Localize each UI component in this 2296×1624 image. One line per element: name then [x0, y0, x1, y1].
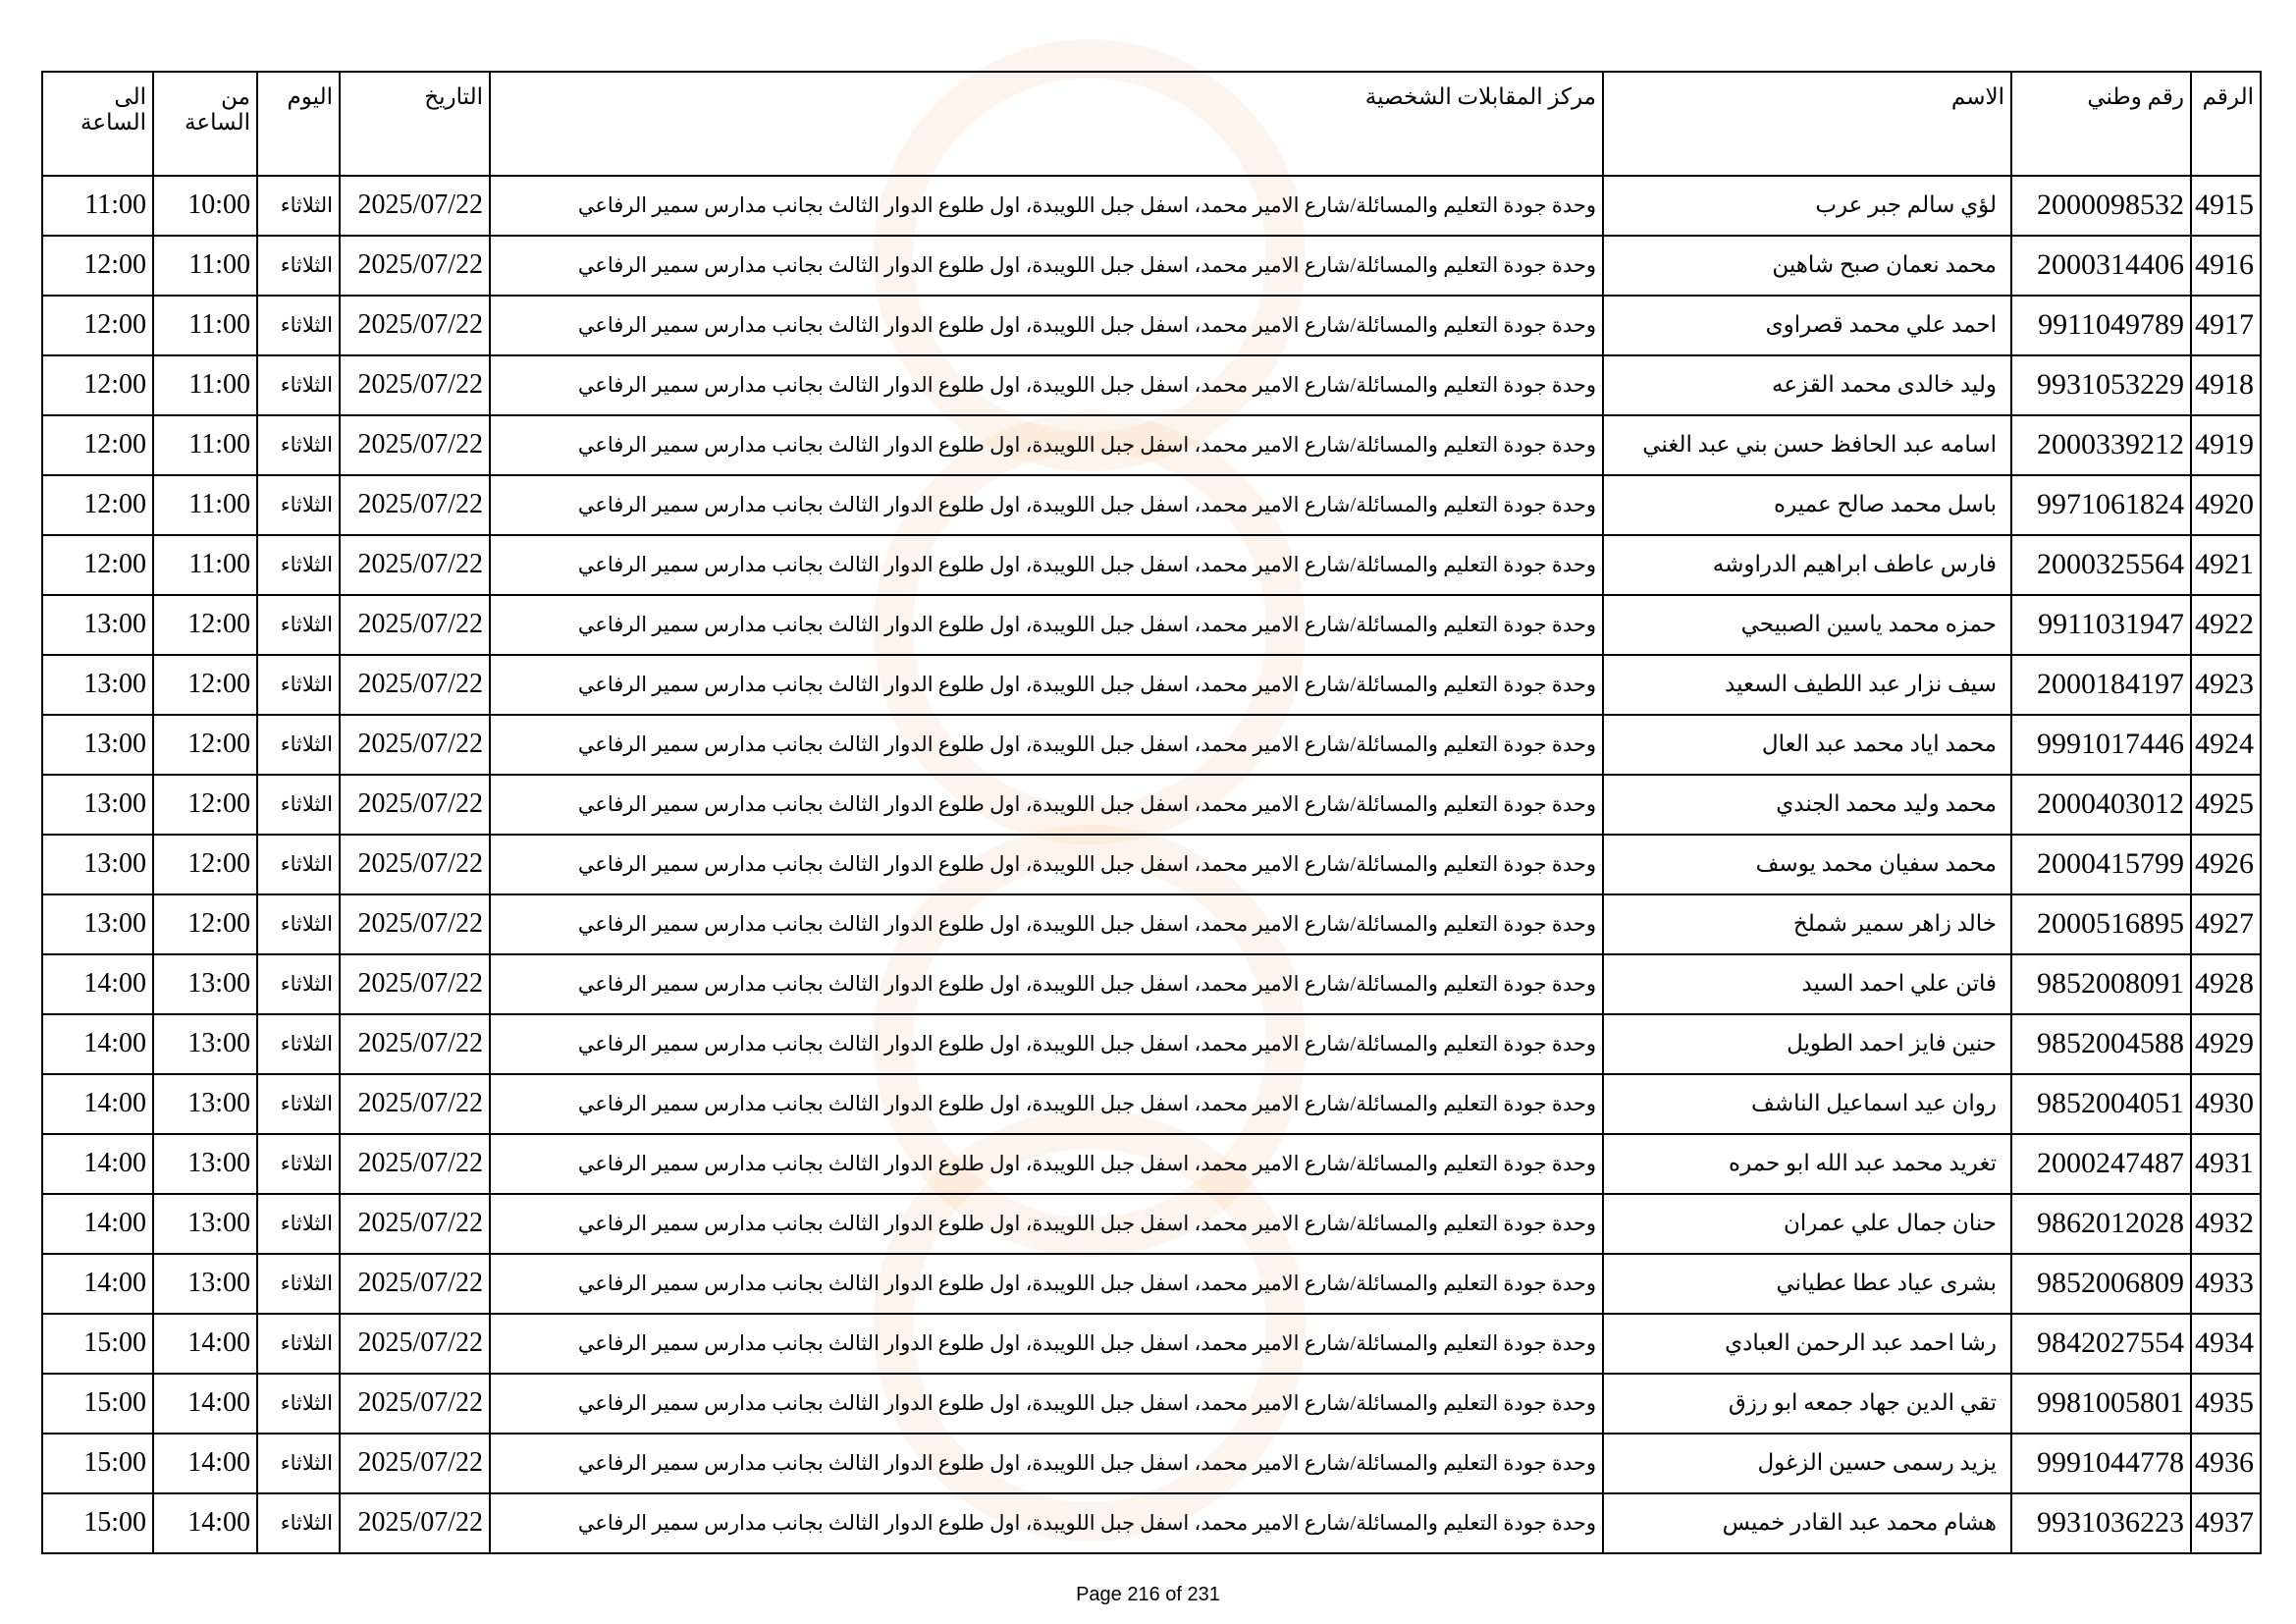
cell-no: 4919	[2191, 415, 2261, 475]
table-row	[42, 775, 2261, 835]
cell-center: وحدة جودة التعليم والمسائلة/شارع الامير محمد، اسفل جبل اللويبدة، اول طلوع الدوار الثالث بجانب مدارس سمير الرفاعي	[490, 1254, 1603, 1314]
cell-name: حمزه محمد ياسين الصبيحي	[1603, 595, 2011, 655]
cell-date: 2025/07/22	[340, 1254, 490, 1314]
table-row	[42, 894, 2261, 954]
cell-center: وحدة جودة التعليم والمسائلة/شارع الامير محمد، اسفل جبل اللويبدة، اول طلوع الدوار الثالث بجانب مدارس سمير الرفاعي	[490, 715, 1603, 775]
cell-to: 12:00	[42, 475, 153, 535]
cell-to: 13:00	[42, 775, 153, 835]
cell-date: 2025/07/22	[340, 1014, 490, 1074]
cell-national-id: 2000184197	[2011, 655, 2191, 715]
cell-national-id: 9852004051	[2011, 1074, 2191, 1134]
cell-day: الثلاثاء	[257, 355, 340, 415]
cell-from: 11:00	[153, 296, 257, 355]
cell-center: وحدة جودة التعليم والمسائلة/شارع الامير محمد، اسفل جبل اللويبدة، اول طلوع الدوار الثالث بجانب مدارس سمير الرفاعي	[490, 775, 1603, 835]
cell-name: خالد زاهر سمير شملخ	[1603, 894, 2011, 954]
cell-to: 14:00	[42, 1074, 153, 1134]
cell-from: 11:00	[153, 355, 257, 415]
cell-name: احمد علي محمد قصراوى	[1603, 296, 2011, 355]
table-row	[42, 1493, 2261, 1553]
cell-no: 4936	[2191, 1434, 2261, 1493]
table-row	[42, 415, 2261, 475]
cell-day: الثلاثاء	[257, 1014, 340, 1074]
table-row	[42, 1314, 2261, 1374]
cell-from: 12:00	[153, 715, 257, 775]
cell-no: 4927	[2191, 894, 2261, 954]
cell-national-id: 9981005801	[2011, 1374, 2191, 1434]
table-row	[42, 595, 2261, 655]
cell-to: 14:00	[42, 1194, 153, 1254]
cell-from: 10:00	[153, 176, 257, 236]
cell-national-id: 9931036223	[2011, 1493, 2191, 1553]
cell-from: 13:00	[153, 1194, 257, 1254]
cell-date: 2025/07/22	[340, 715, 490, 775]
cell-center: وحدة جودة التعليم والمسائلة/شارع الامير محمد، اسفل جبل اللويبدة، اول طلوع الدوار الثالث بجانب مدارس سمير الرفاعي	[490, 1434, 1603, 1493]
cell-from: 12:00	[153, 655, 257, 715]
header-name: الاسم	[1603, 72, 2011, 176]
cell-national-id: 9991044778	[2011, 1434, 2191, 1493]
cell-to: 14:00	[42, 1014, 153, 1074]
cell-no: 4917	[2191, 296, 2261, 355]
cell-day: الثلاثاء	[257, 176, 340, 236]
cell-date: 2025/07/22	[340, 595, 490, 655]
cell-national-id: 2000415799	[2011, 835, 2191, 894]
cell-center: وحدة جودة التعليم والمسائلة/شارع الامير محمد، اسفل جبل اللويبدة، اول طلوع الدوار الثالث بجانب مدارس سمير الرفاعي	[490, 535, 1603, 595]
cell-to: 12:00	[42, 355, 153, 415]
cell-national-id: 9971061824	[2011, 475, 2191, 535]
table-row	[42, 1434, 2261, 1493]
cell-day: الثلاثاء	[257, 954, 340, 1014]
table-row	[42, 535, 2261, 595]
cell-name: سيف نزار عبد اللطيف السعيد	[1603, 655, 2011, 715]
cell-name: تقي الدين جهاد جمعه ابو رزق	[1603, 1374, 2011, 1434]
cell-day: الثلاثاء	[257, 1314, 340, 1374]
cell-name: وليد خالدى محمد القزعه	[1603, 355, 2011, 415]
cell-day: الثلاثاء	[257, 894, 340, 954]
cell-no: 4915	[2191, 176, 2261, 236]
cell-day: الثلاثاء	[257, 1434, 340, 1493]
cell-national-id: 2000516895	[2011, 894, 2191, 954]
cell-day: الثلاثاء	[257, 415, 340, 475]
cell-national-id: 9931053229	[2011, 355, 2191, 415]
cell-from: 14:00	[153, 1434, 257, 1493]
cell-center: وحدة جودة التعليم والمسائلة/شارع الامير محمد، اسفل جبل اللويبدة، اول طلوع الدوار الثالث بجانب مدارس سمير الرفاعي	[490, 176, 1603, 236]
cell-day: الثلاثاء	[257, 1074, 340, 1134]
cell-national-id: 2000247487	[2011, 1134, 2191, 1194]
cell-to: 13:00	[42, 715, 153, 775]
cell-name: بشرى عياد عطا عطياني	[1603, 1254, 2011, 1314]
cell-day: الثلاثاء	[257, 1254, 340, 1314]
cell-date: 2025/07/22	[340, 1374, 490, 1434]
cell-center: وحدة جودة التعليم والمسائلة/شارع الامير محمد، اسفل جبل اللويبدة، اول طلوع الدوار الثالث بجانب مدارس سمير الرفاعي	[490, 655, 1603, 715]
cell-no: 4920	[2191, 475, 2261, 535]
cell-from: 12:00	[153, 835, 257, 894]
cell-no: 4929	[2191, 1014, 2261, 1074]
cell-no: 4923	[2191, 655, 2261, 715]
cell-national-id: 2000098532	[2011, 176, 2191, 236]
table-row	[42, 236, 2261, 296]
cell-to: 15:00	[42, 1374, 153, 1434]
cell-name: رشا احمد عبد الرحمن العبادي	[1603, 1314, 2011, 1374]
cell-national-id: 9852006809	[2011, 1254, 2191, 1314]
cell-national-id: 2000314406	[2011, 236, 2191, 296]
cell-name: لؤي سالم جبر عرب	[1603, 176, 2011, 236]
cell-day: الثلاثاء	[257, 1493, 340, 1553]
table-row	[42, 176, 2261, 236]
cell-to: 15:00	[42, 1434, 153, 1493]
header-center: مركز المقابلات الشخصية	[490, 72, 1603, 176]
cell-national-id: 9991017446	[2011, 715, 2191, 775]
header-national-id: رقم وطني	[2011, 72, 2191, 176]
cell-to: 13:00	[42, 894, 153, 954]
header-date: التاريخ	[340, 72, 490, 176]
cell-center: وحدة جودة التعليم والمسائلة/شارع الامير محمد، اسفل جبل اللويبدة، اول طلوع الدوار الثالث بجانب مدارس سمير الرفاعي	[490, 1493, 1603, 1553]
cell-to: 14:00	[42, 1134, 153, 1194]
cell-no: 4935	[2191, 1374, 2261, 1434]
table-row	[42, 954, 2261, 1014]
table-row	[42, 1014, 2261, 1074]
table-row	[42, 355, 2261, 415]
cell-from: 12:00	[153, 894, 257, 954]
interview-schedule-table	[41, 71, 2262, 1554]
cell-to: 12:00	[42, 236, 153, 296]
cell-date: 2025/07/22	[340, 1134, 490, 1194]
table-row	[42, 835, 2261, 894]
cell-from: 13:00	[153, 954, 257, 1014]
cell-name: حنان جمال علي عمران	[1603, 1194, 2011, 1254]
cell-name: محمد اياد محمد عبد العال	[1603, 715, 2011, 775]
cell-no: 4926	[2191, 835, 2261, 894]
table-row	[42, 655, 2261, 715]
table-row	[42, 1194, 2261, 1254]
cell-date: 2025/07/22	[340, 1074, 490, 1134]
cell-from: 11:00	[153, 535, 257, 595]
cell-date: 2025/07/22	[340, 176, 490, 236]
table-row	[42, 296, 2261, 355]
table-row	[42, 715, 2261, 775]
cell-center: وحدة جودة التعليم والمسائلة/شارع الامير محمد، اسفل جبل اللويبدة، اول طلوع الدوار الثالث بجانب مدارس سمير الرفاعي	[490, 954, 1603, 1014]
cell-name: فارس عاطف ابراهيم الدراوشه	[1603, 535, 2011, 595]
cell-no: 4924	[2191, 715, 2261, 775]
cell-day: الثلاثاء	[257, 655, 340, 715]
cell-date: 2025/07/22	[340, 415, 490, 475]
cell-date: 2025/07/22	[340, 1434, 490, 1493]
cell-no: 4925	[2191, 775, 2261, 835]
cell-no: 4931	[2191, 1134, 2261, 1194]
cell-no: 4932	[2191, 1194, 2261, 1254]
cell-no: 4930	[2191, 1074, 2261, 1134]
cell-day: الثلاثاء	[257, 1194, 340, 1254]
cell-date: 2025/07/22	[340, 954, 490, 1014]
cell-center: وحدة جودة التعليم والمسائلة/شارع الامير محمد، اسفل جبل اللويبدة، اول طلوع الدوار الثالث بجانب مدارس سمير الرفاعي	[490, 415, 1603, 475]
cell-name: محمد نعمان صبح شاهين	[1603, 236, 2011, 296]
cell-from: 13:00	[153, 1074, 257, 1134]
cell-center: وحدة جودة التعليم والمسائلة/شارع الامير محمد، اسفل جبل اللويبدة، اول طلوع الدوار الثالث بجانب مدارس سمير الرفاعي	[490, 595, 1603, 655]
cell-day: الثلاثاء	[257, 595, 340, 655]
cell-day: الثلاثاء	[257, 835, 340, 894]
table-row	[42, 1374, 2261, 1434]
cell-name: اسامه عبد الحافظ حسن بني عبد الغني	[1603, 415, 2011, 475]
cell-date: 2025/07/22	[340, 894, 490, 954]
cell-to: 12:00	[42, 415, 153, 475]
cell-national-id: 9842027554	[2011, 1314, 2191, 1374]
cell-name: تغريد محمد عبد الله ابو حمره	[1603, 1134, 2011, 1194]
cell-day: الثلاثاء	[257, 1374, 340, 1434]
cell-to: 12:00	[42, 535, 153, 595]
cell-national-id: 2000339212	[2011, 415, 2191, 475]
cell-no: 4918	[2191, 355, 2261, 415]
cell-center: وحدة جودة التعليم والمسائلة/شارع الامير محمد، اسفل جبل اللويبدة، اول طلوع الدوار الثالث بجانب مدارس سمير الرفاعي	[490, 296, 1603, 355]
cell-day: الثلاثاء	[257, 296, 340, 355]
cell-to: 15:00	[42, 1493, 153, 1553]
cell-date: 2025/07/22	[340, 475, 490, 535]
cell-no: 4922	[2191, 595, 2261, 655]
cell-national-id: 9852004588	[2011, 1014, 2191, 1074]
cell-from: 11:00	[153, 415, 257, 475]
cell-national-id: 9911031947	[2011, 595, 2191, 655]
table-row	[42, 1074, 2261, 1134]
cell-from: 13:00	[153, 1014, 257, 1074]
cell-to: 13:00	[42, 595, 153, 655]
cell-center: وحدة جودة التعليم والمسائلة/شارع الامير محمد، اسفل جبل اللويبدة، اول طلوع الدوار الثالث بجانب مدارس سمير الرفاعي	[490, 1194, 1603, 1254]
cell-date: 2025/07/22	[340, 655, 490, 715]
cell-day: الثلاثاء	[257, 715, 340, 775]
cell-no: 4934	[2191, 1314, 2261, 1374]
table-row	[42, 1134, 2261, 1194]
cell-national-id: 2000325564	[2011, 535, 2191, 595]
cell-national-id: 2000403012	[2011, 775, 2191, 835]
cell-center: وحدة جودة التعليم والمسائلة/شارع الامير محمد، اسفل جبل اللويبدة، اول طلوع الدوار الثالث بجانب مدارس سمير الرفاعي	[490, 355, 1603, 415]
page-number: Page 216 of 231	[1076, 1584, 1220, 1605]
table-row	[42, 1254, 2261, 1314]
cell-center: وحدة جودة التعليم والمسائلة/شارع الامير محمد، اسفل جبل اللويبدة، اول طلوع الدوار الثالث بجانب مدارس سمير الرفاعي	[490, 1014, 1603, 1074]
cell-to: 11:00	[42, 176, 153, 236]
table-row	[42, 475, 2261, 535]
cell-to: 15:00	[42, 1314, 153, 1374]
cell-to: 14:00	[42, 954, 153, 1014]
cell-from: 12:00	[153, 775, 257, 835]
cell-center: وحدة جودة التعليم والمسائلة/شارع الامير محمد، اسفل جبل اللويبدة، اول طلوع الدوار الثالث بجانب مدارس سمير الرفاعي	[490, 475, 1603, 535]
cell-name: يزيد رسمى حسين الزغول	[1603, 1434, 2011, 1493]
cell-date: 2025/07/22	[340, 835, 490, 894]
cell-center: وحدة جودة التعليم والمسائلة/شارع الامير محمد، اسفل جبل اللويبدة، اول طلوع الدوار الثالث بجانب مدارس سمير الرفاعي	[490, 894, 1603, 954]
header-from: من الساعة	[153, 72, 257, 176]
cell-no: 4937	[2191, 1493, 2261, 1553]
cell-no: 4921	[2191, 535, 2261, 595]
cell-date: 2025/07/22	[340, 775, 490, 835]
cell-name: روان عيد اسماعيل الناشف	[1603, 1074, 2011, 1134]
cell-center: وحدة جودة التعليم والمسائلة/شارع الامير محمد، اسفل جبل اللويبدة، اول طلوع الدوار الثالث بجانب مدارس سمير الرفاعي	[490, 1074, 1603, 1134]
cell-date: 2025/07/22	[340, 1493, 490, 1553]
cell-date: 2025/07/22	[340, 535, 490, 595]
cell-from: 13:00	[153, 1254, 257, 1314]
cell-date: 2025/07/22	[340, 296, 490, 355]
cell-day: الثلاثاء	[257, 236, 340, 296]
cell-date: 2025/07/22	[340, 355, 490, 415]
cell-name: محمد سفيان محمد يوسف	[1603, 835, 2011, 894]
cell-name: فاتن علي احمد السيد	[1603, 954, 2011, 1014]
cell-day: الثلاثاء	[257, 535, 340, 595]
cell-to: 14:00	[42, 1254, 153, 1314]
cell-center: وحدة جودة التعليم والمسائلة/شارع الامير محمد، اسفل جبل اللويبدة، اول طلوع الدوار الثالث بجانب مدارس سمير الرفاعي	[490, 1374, 1603, 1434]
cell-from: 14:00	[153, 1314, 257, 1374]
cell-day: الثلاثاء	[257, 1134, 340, 1194]
cell-name: باسل محمد صالح عميره	[1603, 475, 2011, 535]
cell-national-id: 9911049789	[2011, 296, 2191, 355]
cell-no: 4916	[2191, 236, 2261, 296]
cell-from: 12:00	[153, 595, 257, 655]
header-day: اليوم	[257, 72, 340, 176]
cell-to: 13:00	[42, 655, 153, 715]
cell-date: 2025/07/22	[340, 1314, 490, 1374]
cell-national-id: 9852008091	[2011, 954, 2191, 1014]
cell-from: 14:00	[153, 1493, 257, 1553]
header-to: الى الساعة	[42, 72, 153, 176]
cell-day: الثلاثاء	[257, 775, 340, 835]
cell-no: 4933	[2191, 1254, 2261, 1314]
cell-to: 12:00	[42, 296, 153, 355]
cell-from: 14:00	[153, 1374, 257, 1434]
cell-from: 11:00	[153, 475, 257, 535]
cell-center: وحدة جودة التعليم والمسائلة/شارع الامير محمد، اسفل جبل اللويبدة، اول طلوع الدوار الثالث بجانب مدارس سمير الرفاعي	[490, 1314, 1603, 1374]
cell-day: الثلاثاء	[257, 475, 340, 535]
cell-from: 11:00	[153, 236, 257, 296]
cell-name: محمد وليد محمد الجندي	[1603, 775, 2011, 835]
cell-date: 2025/07/22	[340, 236, 490, 296]
cell-name: حنين فايز احمد الطويل	[1603, 1014, 2011, 1074]
cell-national-id: 9862012028	[2011, 1194, 2191, 1254]
header-no: الرقم	[2191, 72, 2261, 176]
cell-no: 4928	[2191, 954, 2261, 1014]
table-header-row	[42, 72, 2261, 176]
cell-center: وحدة جودة التعليم والمسائلة/شارع الامير محمد، اسفل جبل اللويبدة، اول طلوع الدوار الثالث بجانب مدارس سمير الرفاعي	[490, 1134, 1603, 1194]
cell-date: 2025/07/22	[340, 1194, 490, 1254]
cell-to: 13:00	[42, 835, 153, 894]
cell-name: هشام محمد عبد القادر خميس	[1603, 1493, 2011, 1553]
cell-center: وحدة جودة التعليم والمسائلة/شارع الامير محمد، اسفل جبل اللويبدة، اول طلوع الدوار الثالث بجانب مدارس سمير الرفاعي	[490, 835, 1603, 894]
cell-from: 13:00	[153, 1134, 257, 1194]
cell-center: وحدة جودة التعليم والمسائلة/شارع الامير محمد، اسفل جبل اللويبدة، اول طلوع الدوار الثالث بجانب مدارس سمير الرفاعي	[490, 236, 1603, 296]
